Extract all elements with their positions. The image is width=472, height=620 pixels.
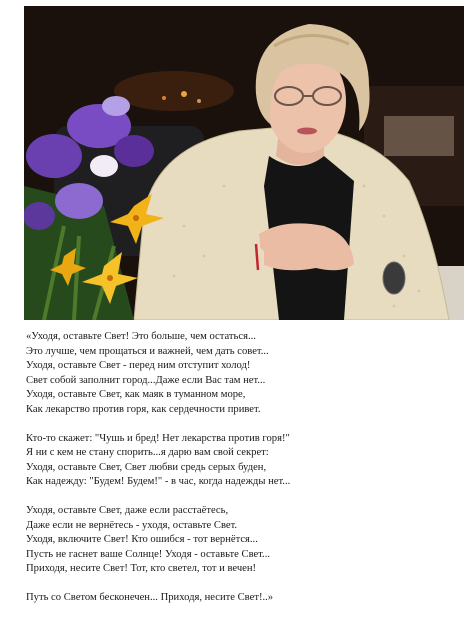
poem-line: Даже если не вернётесь - уходя, оставьте Свет. xyxy=(26,519,238,531)
poem-line: Уходя, оставьте Свет, как маяк в туманном море, xyxy=(26,389,246,401)
poem-line: Я ни с кем не стану спорить...я дарю вам свой секрет: xyxy=(26,447,269,459)
poem-line: Как лекарство против горя, как сердечности привет. xyxy=(26,403,261,415)
poem-line: Путь со Светом бесконечен... Приходя, несите Свет!..» xyxy=(26,591,274,603)
poem-line: Уходя, оставьте Свет, даже если расстаётесь, xyxy=(26,504,229,516)
poem-line: Кто-то скажет: "Чушь и бред! Нет лекарства против горя!" xyxy=(26,432,290,444)
poem-line: Приходя, несите Свет! Тот, кто светел, тот и вечен! xyxy=(26,563,257,575)
photo-woman-with-flowers xyxy=(24,6,464,320)
poem-line: Пусть не гаснет ваше Солнце! Уходя - оставьте Свет... xyxy=(26,548,271,560)
poem-line: Свет собой заполнит город...Даже если Вас там нет... xyxy=(26,374,266,386)
poem-line: «Уходя, оставьте Свет! Это больше, чем остаться... xyxy=(26,331,256,342)
poem-stanza-2 xyxy=(26,432,456,490)
poem-stanza-4 xyxy=(26,591,456,606)
poem-line: Уходя, оставьте Свет, Свет любви средь серых буден, xyxy=(26,461,267,473)
photo-illustration xyxy=(24,6,464,320)
poem-line: Как надежду: "Будем! Будем!" - в час, когда надежды нет... xyxy=(26,476,291,488)
poem-line: Уходя, оставьте Свет - перед ним отступит холод! xyxy=(26,360,251,372)
poem-line: Уходя, включите Свет! Кто ошибся - тот вернётся... xyxy=(26,534,258,546)
poem-stanza-1 xyxy=(26,330,456,418)
poem-stanza-3 xyxy=(26,504,456,577)
poem-line: Это лучше, чем прощаться и важней, чем дать совет... xyxy=(26,345,269,357)
poem-text xyxy=(26,330,456,620)
